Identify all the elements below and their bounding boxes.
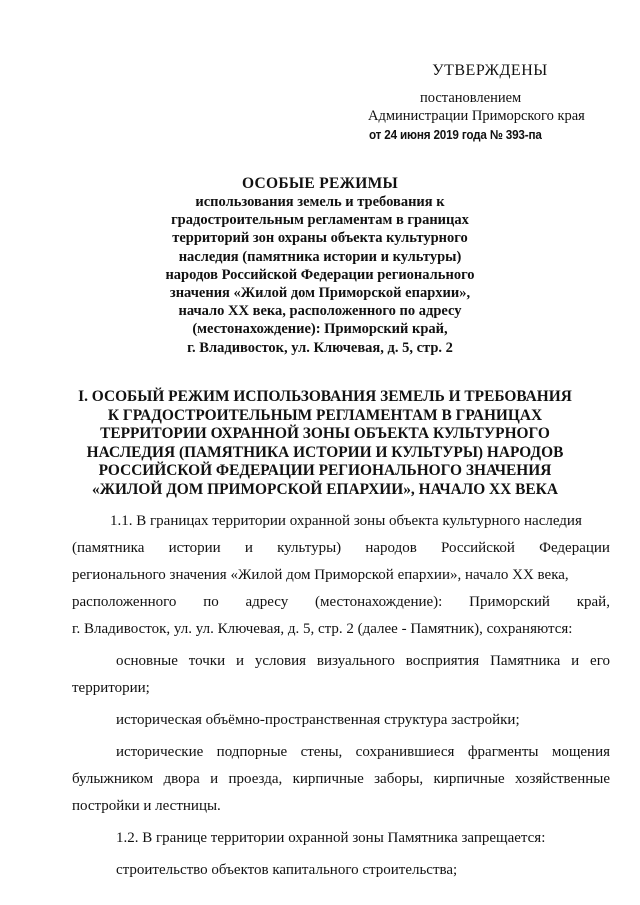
word: культуры): [277, 540, 342, 556]
word: край,: [576, 594, 610, 610]
title-line: значения «Жилой дом Приморской епархии»,: [169, 285, 471, 302]
title-line: территорий зон охраны объекта культурного: [172, 230, 468, 247]
approved-by: постановлением: [420, 90, 522, 106]
section-heading: [60, 388, 590, 500]
section-heading-line: РОССИЙСКОЙ ФЕДЕРАЦИИ РЕГИОНАЛЬНОГО ЗНАЧЕНИЯ: [98, 462, 552, 480]
word: (памятника: [72, 540, 145, 556]
title-line: наследия (памятника истории и культуры): [178, 248, 462, 265]
word: по: [203, 594, 219, 610]
word: истории: [168, 540, 221, 556]
word: и: [244, 540, 253, 556]
approved-label: УТВЕРЖДЕНЫ: [432, 62, 548, 79]
word: расположенного: [72, 594, 177, 610]
document-body: [72, 508, 610, 884]
section-heading-line: К ГРАДОСТРОИТЕЛЬНЫМ РЕГЛАМЕНТАМ В ГРАНИЦАХ: [107, 406, 543, 424]
word: (местонахождение):: [315, 594, 443, 610]
title-line: народов Российской Федерации регионального: [165, 266, 475, 283]
paragraph-1-1-line: регионального значения «Жилой дом Приморской епархии», начало XX века,: [72, 567, 569, 583]
list-item: историческая объёмно-пространственная структура застройки;: [116, 712, 520, 728]
title-line: градостроительным регламентам в границах: [171, 212, 469, 229]
word: адресу: [245, 594, 289, 610]
document-title: [0, 174, 640, 357]
word: Федерации: [539, 540, 610, 556]
word: народов: [365, 540, 417, 556]
paragraph-1-1-justified-line: [72, 535, 610, 562]
list-item: строительство объектов капитального строительства;: [116, 862, 458, 878]
word: Российской: [440, 540, 515, 556]
title-line: г. Владивосток, ул. Ключевая, д. 5, стр. 2: [187, 339, 453, 356]
paragraph-1-1-line: г. Владивосток, ул. ул. Ключевая, д. 5, стр. 2 (далее - Памятник), сохраняются:: [72, 621, 573, 637]
paragraph-1-2: 1.2. В границе территории охранной зоны Памятника запрещается:: [116, 830, 546, 846]
approval-stamp: [360, 62, 610, 144]
title-line: использования земель и требования к: [195, 194, 445, 210]
approving-authority: Администрации Приморского края: [368, 108, 585, 124]
list-item: основные точки и условия визуального восприятия Памятника и его территории;: [72, 653, 610, 696]
title-line: (местонахождение): Приморский край,: [192, 321, 448, 338]
paragraph-1-1-line: 1.1. В границах территории охранной зоны объекта культурного наследия: [110, 513, 582, 529]
title-line: начало XX века, расположенного по адресу: [178, 303, 462, 320]
decree-date-number: от 24 июня 2019 года № 393-па: [369, 127, 542, 142]
list-item: исторические подпорные стены, сохранившиеся фрагменты мощения булыжником двора и проезда, кирпичные заборы, кирпичные хозяйственные постройки и лестницы.: [72, 744, 610, 814]
paragraph-1-1-justified-line: [72, 589, 610, 616]
word: Приморский: [469, 594, 550, 610]
section-heading-line: I. ОСОБЫЙ РЕЖИМ ИСПОЛЬЗОВАНИЯ ЗЕМЕЛЬ И ТРЕБОВАНИЯ: [78, 388, 572, 405]
section-heading-line: ТЕРРИТОРИИ ОХРАННОЙ ЗОНЫ ОБЪЕКТА КУЛЬТУРНОГО: [100, 425, 550, 443]
title-main: ОСОБЫЕ РЕЖИМЫ: [241, 175, 399, 192]
section-heading-line: НАСЛЕДИЯ (ПАМЯТНИКА ИСТОРИИ И КУЛЬТУРЫ) НАРОДОВ: [86, 443, 564, 461]
section-heading-line: «ЖИЛОЙ ДОМ ПРИМОРСКОЙ ЕПАРХИИ», НАЧАЛО XX ВЕКА: [92, 480, 558, 498]
